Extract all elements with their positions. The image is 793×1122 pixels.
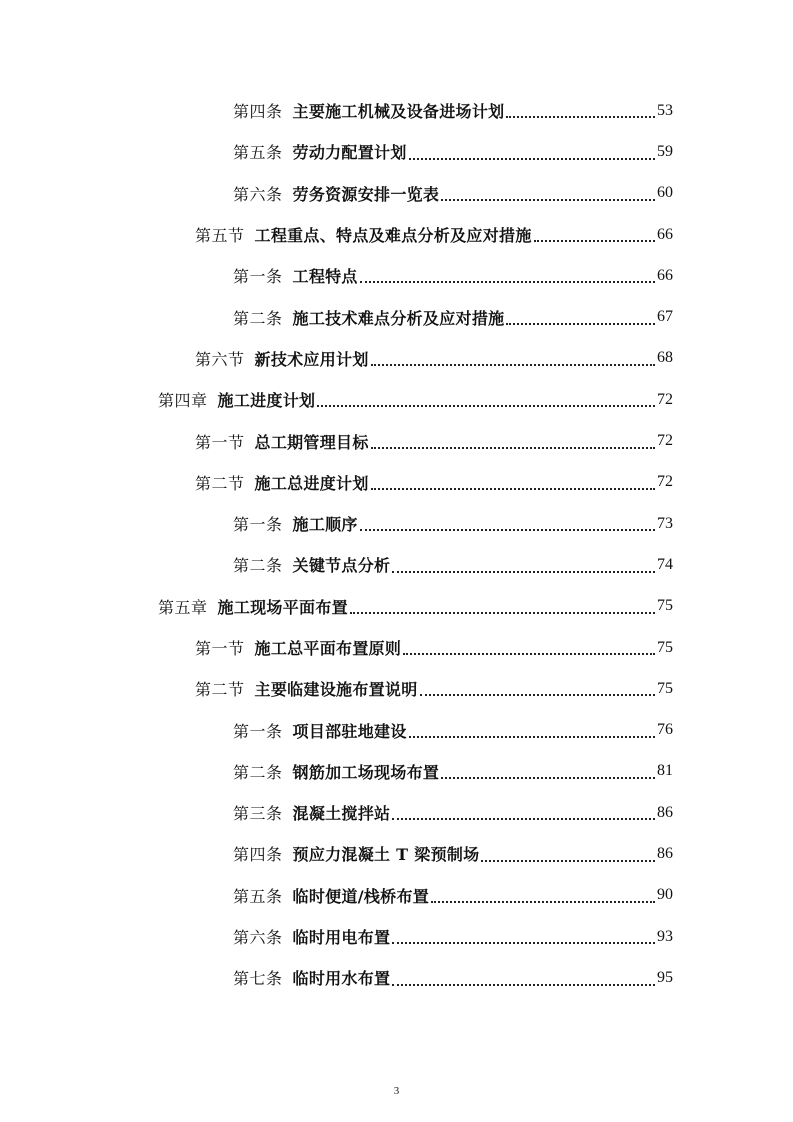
toc-entry-number: 第七条: [233, 969, 283, 989]
toc-entry-page: 72: [657, 432, 673, 450]
toc-entry-page: 86: [657, 844, 673, 862]
toc-entry[interactable]: [0, 338, 793, 379]
toc-entry-page: 86: [657, 803, 673, 821]
toc-entry-page: 76: [657, 721, 673, 739]
toc-entry-page: 72: [657, 473, 673, 491]
toc-entry-page: 75: [657, 679, 673, 697]
toc-entry[interactable]: [0, 627, 793, 668]
toc-entry-number: 第二条: [233, 762, 283, 782]
toc-entry-number: 第三条: [233, 804, 283, 824]
toc-entry[interactable]: [0, 173, 793, 214]
toc-entry-page: 90: [657, 886, 673, 904]
dot-leader: [392, 983, 655, 986]
toc-entry-number: 第一节: [195, 432, 245, 452]
page-number: 3: [393, 1085, 400, 1097]
dot-leader: [481, 859, 655, 862]
toc-entry-number: 第四章: [158, 391, 208, 411]
dot-leader: [350, 611, 655, 614]
toc-entry-title: 劳务资源安排一览表: [292, 184, 440, 204]
toc-entry[interactable]: [0, 668, 793, 709]
toc-entry-number: 第一条: [233, 721, 283, 741]
toc-entry-page: 66: [657, 266, 673, 284]
toc-entry-title: 施工总平面布置原则: [254, 639, 402, 658]
toc-entry-number: 第一条: [233, 515, 283, 535]
toc-entry-number: 第五条: [233, 143, 283, 163]
toc-entry[interactable]: [0, 420, 793, 461]
toc-entry-title: 临时便道/栈桥布置: [292, 886, 430, 906]
toc-entry[interactable]: [0, 916, 793, 957]
toc-entry-title: 施工顺序: [292, 515, 358, 535]
toc-entry-number: 第二条: [233, 308, 283, 328]
toc-entry-title: 临时用电布置: [292, 928, 391, 948]
toc-entry-title: 新技术应用计划: [254, 349, 369, 369]
dot-leader: [371, 487, 655, 490]
toc-entry[interactable]: [0, 503, 793, 544]
toc-entry-title: 预应力混凝土 T 梁预制场: [292, 845, 480, 865]
toc-entry[interactable]: [0, 462, 793, 503]
toc-entry-page: 67: [657, 308, 673, 326]
toc-entry[interactable]: [0, 214, 793, 255]
toc-entry-number: 第一条: [233, 267, 283, 287]
toc-entry[interactable]: [0, 792, 793, 833]
toc-entry-title: 施工现场平面布置: [217, 597, 348, 617]
toc-entry[interactable]: [0, 131, 793, 172]
toc-entry-page: 53: [657, 101, 673, 119]
toc-entry-number: 第四条: [233, 845, 283, 865]
toc-entry-number: 第五章: [158, 597, 208, 617]
toc-entry-page: 75: [657, 638, 673, 656]
dot-leader: [360, 528, 655, 531]
dot-leader: [534, 239, 655, 242]
toc-entry-title: 工程特点: [292, 267, 358, 287]
toc-entry-title: 施工总进度计划: [254, 473, 369, 493]
toc-entry-title: 工程重点、特点及难点分析及应对措施: [254, 226, 532, 246]
toc-entry[interactable]: [0, 255, 793, 296]
toc-entry-number: 第一节: [195, 639, 245, 658]
dot-leader: [506, 322, 655, 325]
toc-entry[interactable]: [0, 379, 793, 420]
dot-leader: [506, 115, 655, 118]
toc-entry[interactable]: [0, 544, 793, 585]
dot-leader: [441, 198, 655, 201]
toc-entry[interactable]: [0, 90, 793, 131]
toc-entry-title: 劳动力配置计划: [292, 143, 407, 163]
toc-entry-number: 第五节: [195, 226, 245, 246]
toc-entry[interactable]: [0, 586, 793, 627]
toc-entry-title: 临时用水布置: [292, 969, 391, 989]
toc-entry-page: 68: [657, 349, 673, 367]
toc-entry-number: 第五条: [233, 886, 283, 906]
dot-leader: [409, 735, 655, 738]
toc-entry-page: 95: [657, 968, 673, 986]
toc-entry-page: 74: [657, 555, 673, 573]
dot-leader: [360, 280, 655, 283]
dot-leader: [441, 776, 655, 779]
toc-entry[interactable]: [0, 833, 793, 874]
toc-entry-title: 主要施工机械及设备进场计划: [292, 102, 505, 122]
toc-entry[interactable]: [0, 875, 793, 916]
toc-entry-title: 钢筋加工场现场布置: [292, 762, 440, 782]
dot-leader: [431, 900, 655, 903]
toc-entry-number: 第二条: [233, 556, 283, 576]
toc-entry-title: 施工技术难点分析及应对措施: [292, 308, 505, 328]
toc-entry-title: 项目部驻地建设: [292, 721, 407, 741]
toc-entry-page: 73: [657, 514, 673, 532]
toc-entry-number: 第二节: [195, 680, 245, 700]
toc-entry-page: 66: [657, 225, 673, 243]
toc-entry-page: 75: [657, 597, 673, 615]
toc-entry-title: 总工期管理目标: [254, 432, 369, 452]
toc-entry-page: 59: [657, 142, 673, 160]
table-of-contents: [0, 90, 793, 999]
toc-entry-page: 60: [657, 184, 673, 202]
toc-entry-title: 混凝土搅拌站: [292, 804, 391, 824]
toc-entry[interactable]: [0, 296, 793, 337]
dot-leader: [403, 652, 655, 655]
toc-entry-number: 第六节: [195, 349, 245, 369]
dot-leader: [392, 941, 655, 944]
toc-entry[interactable]: [0, 957, 793, 998]
dot-leader: [317, 404, 655, 407]
toc-entry-page: 81: [657, 762, 673, 780]
dot-leader: [371, 363, 655, 366]
toc-entry[interactable]: [0, 709, 793, 750]
dot-leader: [420, 693, 655, 696]
dot-leader: [392, 570, 655, 573]
toc-entry-page: 93: [657, 927, 673, 945]
toc-entry-title: 主要临建设施布置说明: [254, 680, 418, 700]
toc-entry-number: 第六条: [233, 928, 283, 948]
toc-entry-number: 第二节: [195, 473, 245, 493]
toc-entry-title: 关键节点分析: [292, 556, 391, 576]
dot-leader: [371, 446, 655, 449]
toc-entry-title: 施工进度计划: [217, 391, 316, 411]
toc-entry-number: 第四条: [233, 102, 283, 122]
dot-leader: [409, 157, 655, 160]
dot-leader: [392, 817, 655, 820]
toc-entry-page: 72: [657, 390, 673, 408]
toc-entry[interactable]: [0, 751, 793, 792]
toc-entry-number: 第六条: [233, 184, 283, 204]
